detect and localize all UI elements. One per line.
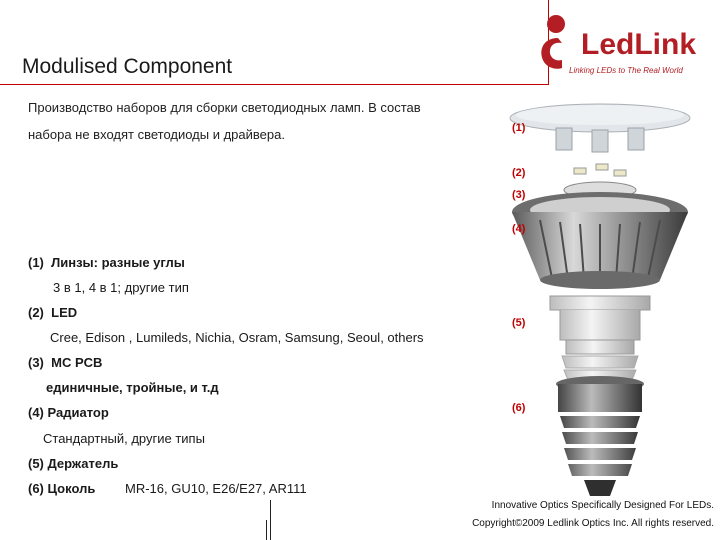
item-5-heading	[28, 456, 118, 471]
item-6-detail: MR-16, GU10, E26/E27, AR111	[125, 481, 307, 496]
item-2-num: (2)	[28, 305, 44, 320]
item-2-detail: Cree, Edison , Lumileds, Nichia, Osram, Samsung, Seoul, others	[50, 330, 424, 345]
base-part	[556, 376, 644, 496]
callout-5: (5)	[512, 317, 526, 329]
callout-3: (3)	[512, 189, 526, 201]
item-3-label: MC PCB	[51, 355, 103, 370]
item-3-num: (3)	[28, 355, 44, 370]
item-2-label: LED	[51, 305, 78, 320]
item-1-label: Линзы: разные углы	[51, 255, 185, 270]
item-1-detail: 3 в 1, 4 в 1; другие тип	[53, 280, 189, 295]
item-1-num: (1)	[28, 255, 44, 270]
logo-wordmark: LedLink	[581, 28, 697, 61]
holder-part	[550, 296, 650, 380]
led-part	[574, 164, 626, 176]
item-1-heading	[28, 255, 185, 270]
callout-4: (4)	[512, 223, 526, 235]
footer-tick-left	[270, 500, 271, 540]
ledlink-logo-icon	[534, 12, 574, 72]
title-underline	[0, 84, 548, 85]
callout-2: (2)	[512, 167, 526, 179]
intro-line-1: Производство наборов для сборки светодиодных ламп. В состав	[28, 100, 421, 115]
footer-copyright: Copyright©2009 Ledlink Optics Inc. All rights reserved.	[472, 518, 714, 529]
footer-slogan: Innovative Optics Specifically Designed For LEDs.	[491, 500, 714, 511]
footer-tick-right	[266, 520, 267, 540]
item-4-label: Радиатор	[47, 405, 109, 420]
page-title: Modulised Component	[22, 55, 233, 78]
item-2-heading	[28, 305, 77, 320]
item-3-heading	[28, 355, 102, 370]
item-4-detail: Стандартный, другие типы	[43, 431, 205, 446]
item-5-label: Держатель	[47, 456, 119, 471]
callout-1: (1)	[512, 122, 526, 134]
lens-part	[510, 104, 690, 152]
item-4-num: (4)	[28, 405, 44, 420]
lamp-exploded-illustration	[500, 100, 700, 510]
heatsink-part	[512, 192, 688, 289]
item-6-label: Цоколь	[47, 481, 96, 496]
item-6-heading	[28, 481, 95, 496]
item-5-num: (5)	[28, 456, 44, 471]
item-6-num: (6)	[28, 481, 44, 496]
item-4-heading	[28, 405, 109, 420]
intro-line-2: набора не входят светодиоды и драйвера.	[28, 127, 285, 142]
item-3-detail: единичные, тройные, и т.д	[46, 380, 219, 395]
callout-6: (6)	[512, 402, 526, 414]
logo-tagline: Linking LEDs to The Real World	[569, 66, 683, 75]
